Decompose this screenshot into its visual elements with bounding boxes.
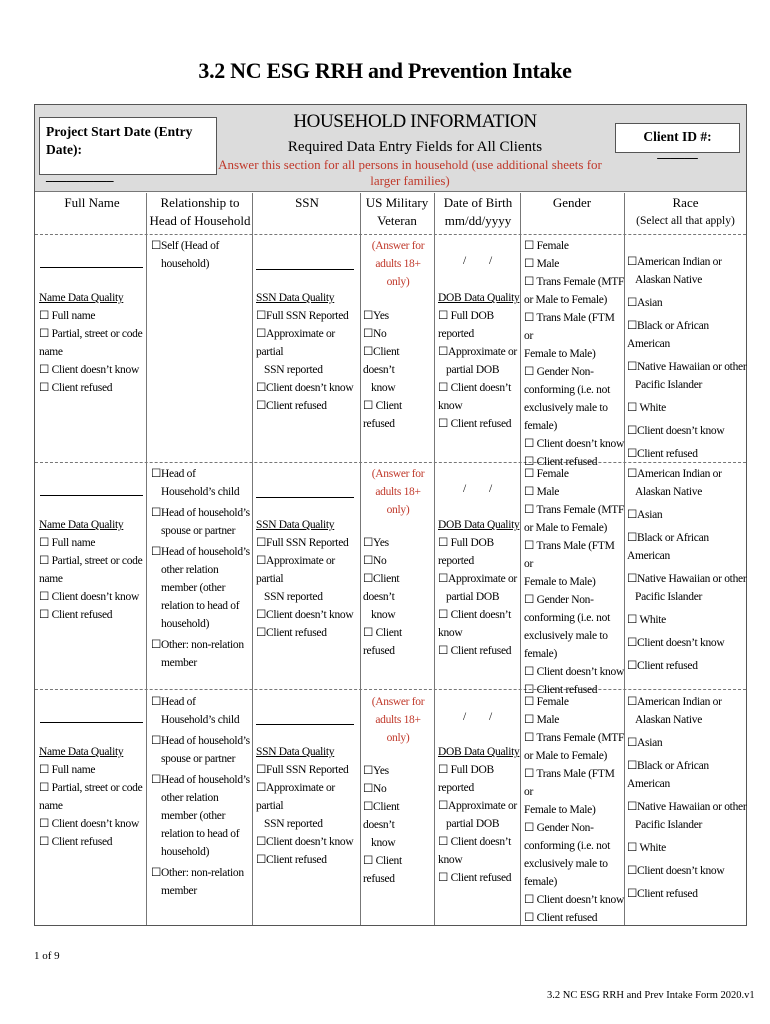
col-full-name: Full Name bbox=[64, 195, 120, 210]
gender-dont-know[interactable]: ☐ Client doesn’t know bbox=[524, 438, 624, 450]
vet-note-2: adults 18+ only) bbox=[375, 486, 421, 516]
name-dq-partial[interactable]: ☐ Partial, street or code bbox=[39, 328, 143, 340]
name-dq-full[interactable]: ☐ Full name bbox=[39, 764, 96, 776]
col-gender: Gender bbox=[552, 195, 592, 210]
household-instructions: Answer this section for all persons in household (use additional sheets for larger families) bbox=[218, 157, 602, 188]
name-dq-label: Name Data Quality bbox=[39, 292, 124, 304]
ssn-dq-approx-cont: SSN reported bbox=[264, 591, 323, 603]
vet-refused[interactable]: ☐ Client bbox=[363, 855, 402, 867]
full-name-field[interactable] bbox=[40, 267, 143, 268]
gender-trans-female-cont: or Male to Female) bbox=[524, 750, 608, 762]
required-fields-subtitle: Required Data Entry Fields for All Clients bbox=[287, 139, 543, 155]
race-options bbox=[627, 465, 747, 675]
name-dq-partial[interactable]: ☐ Partial, street or code bbox=[39, 782, 143, 794]
rel-spouse-cont: spouse or partner bbox=[161, 753, 236, 765]
race-black[interactable]: ☐Black or African American bbox=[627, 320, 709, 350]
gender-trans-female[interactable]: ☐ Trans Female (MTF bbox=[524, 276, 625, 288]
full-name-field[interactable] bbox=[40, 495, 143, 496]
household-information-table bbox=[34, 104, 747, 926]
rel-other-relation-cont: relation to head of bbox=[161, 828, 240, 840]
name-data-quality bbox=[39, 516, 145, 624]
name-dq-dont-know[interactable]: ☐ Client doesn’t know bbox=[39, 591, 139, 603]
vet-no[interactable]: ☐No bbox=[363, 328, 387, 340]
col-veteran-line2: Veteran bbox=[377, 213, 417, 228]
dob-slash: / bbox=[489, 711, 493, 723]
gender-non-conforming[interactable]: ☐ Gender Non- bbox=[524, 822, 594, 834]
vet-dont-know[interactable]: ☐Client doesn’t bbox=[363, 801, 400, 831]
vet-dont-know[interactable]: ☐Client doesn’t bbox=[363, 573, 400, 603]
race-options bbox=[627, 693, 747, 903]
col-race-label: Race bbox=[672, 195, 699, 210]
project-start-label: Project Start Date (Entry Date): bbox=[46, 124, 193, 157]
ssn-dq-full[interactable]: ☐Full SSN Reported bbox=[256, 537, 349, 549]
ssn-data-quality bbox=[256, 516, 360, 642]
gender-non-conforming-cont: conforming (i.e. not bbox=[524, 840, 610, 852]
vet-dont-know[interactable]: ☐Client doesn’t bbox=[363, 346, 400, 376]
ssn-dq-approx[interactable]: ☐Approximate or partial bbox=[256, 555, 335, 585]
rel-self-cont: household) bbox=[161, 258, 210, 270]
ssn-dq-dont-know[interactable]: ☐Client doesn’t know bbox=[256, 382, 354, 394]
ssn-dq-approx-cont: SSN reported bbox=[264, 818, 323, 830]
rel-non-relation[interactable]: ☐Other: non-relation bbox=[151, 639, 244, 651]
ssn-data-quality bbox=[256, 289, 360, 415]
gender-female[interactable]: ☐ Female bbox=[524, 696, 569, 708]
dob-data-quality bbox=[438, 516, 522, 660]
gender-non-conforming-cont: exclusively male to bbox=[524, 402, 608, 414]
name-dq-partial-cont: name bbox=[39, 573, 63, 585]
vet-dont-know-cont: know bbox=[371, 837, 396, 849]
rel-child-cont: Household’s child bbox=[161, 714, 240, 726]
col-relationship-line2: Head of Household bbox=[149, 213, 251, 228]
name-dq-label: Name Data Quality bbox=[39, 519, 124, 531]
dob-dq-approx-cont: partial DOB bbox=[446, 818, 500, 830]
rel-spouse-cont: spouse or partner bbox=[161, 525, 236, 537]
gender-options bbox=[524, 237, 626, 471]
dob-dq-approx[interactable]: ☐Approximate or bbox=[438, 800, 517, 812]
dob-slash: / bbox=[489, 255, 493, 267]
race-white[interactable]: ☐ White bbox=[627, 402, 666, 414]
relationship-options bbox=[151, 237, 251, 273]
rel-non-relation-cont: member bbox=[161, 885, 197, 897]
form-name-footer: 3.2 NC ESG RRH and Prev Intake Form 2020.v1 bbox=[547, 990, 755, 1001]
veteran-options bbox=[363, 693, 433, 888]
vet-refused[interactable]: ☐ Client bbox=[363, 400, 402, 412]
rel-other-relation-cont: other relation bbox=[161, 792, 219, 804]
ssn-dq-full[interactable]: ☐Full SSN Reported bbox=[256, 310, 349, 322]
rel-other-relation-cont: member (other bbox=[161, 810, 226, 822]
name-dq-full[interactable]: ☐ Full name bbox=[39, 310, 96, 322]
gender-non-conforming-cont: exclusively male to bbox=[524, 858, 608, 870]
gender-female[interactable]: ☐ Female bbox=[524, 468, 569, 480]
vet-no[interactable]: ☐No bbox=[363, 555, 387, 567]
gender-non-conforming[interactable]: ☐ Gender Non- bbox=[524, 594, 594, 606]
gender-refused[interactable]: ☐ Client refused bbox=[524, 912, 598, 924]
rel-self-checkbox[interactable]: ☐Self (Head of bbox=[151, 240, 220, 252]
rel-other-relation[interactable]: ☐Head of household’s bbox=[151, 774, 250, 786]
vet-refused[interactable]: ☐ Client bbox=[363, 627, 402, 639]
rel-other-relation-cont: member (other bbox=[161, 582, 226, 594]
gender-non-conforming-cont: female) bbox=[524, 876, 558, 888]
vet-yes[interactable]: ☐Yes bbox=[363, 537, 389, 549]
race-native-hawaiian[interactable]: ☐Native Hawaiian or other bbox=[627, 361, 747, 373]
rel-other-relation-cont: relation to head of bbox=[161, 600, 240, 612]
race-native-hawaiian-cont: Pacific Islander bbox=[635, 379, 703, 391]
race-refused[interactable]: ☐Client refused bbox=[627, 660, 698, 672]
vet-note-2: adults 18+ only) bbox=[375, 258, 421, 288]
dob-dq-refused[interactable]: ☐ Client refused bbox=[438, 645, 512, 657]
gender-trans-male-cont: Female to Male) bbox=[524, 348, 596, 360]
col-relationship-line1: Relationship to bbox=[160, 195, 240, 210]
rel-child-cont: Household’s child bbox=[161, 486, 240, 498]
ssn-dq-refused[interactable]: ☐Client refused bbox=[256, 627, 327, 639]
dob-dq-full[interactable]: ☐ Full DOB bbox=[438, 537, 494, 549]
dob-dq-refused[interactable]: ☐ Client refused bbox=[438, 872, 512, 884]
gender-trans-male[interactable]: ☐ Trans Male (FTM or bbox=[524, 768, 615, 798]
col-relationship bbox=[149, 194, 251, 230]
race-asian[interactable]: ☐Asian bbox=[627, 297, 663, 309]
gender-trans-female-cont: or Male to Female) bbox=[524, 522, 608, 534]
race-options bbox=[627, 253, 747, 463]
race-dont-know[interactable]: ☐Client doesn’t know bbox=[627, 865, 725, 877]
col-dob-line2: mm/dd/yyyy bbox=[444, 213, 512, 228]
name-dq-dont-know[interactable]: ☐ Client doesn’t know bbox=[39, 364, 139, 376]
dob-slash: / bbox=[463, 255, 467, 267]
rel-other-relation[interactable]: ☐Head of household’s bbox=[151, 546, 250, 558]
race-black[interactable]: ☐Black or African American bbox=[627, 532, 709, 562]
dob-dq-refused[interactable]: ☐ Client refused bbox=[438, 418, 512, 430]
vet-dont-know-cont: know bbox=[371, 609, 396, 621]
name-dq-partial-cont: name bbox=[39, 800, 63, 812]
race-refused[interactable]: ☐Client refused bbox=[627, 888, 698, 900]
gender-non-conforming[interactable]: ☐ Gender Non- bbox=[524, 366, 594, 378]
name-dq-label: Name Data Quality bbox=[39, 746, 124, 758]
dob-dq-label: DOB Data Quality bbox=[438, 292, 520, 304]
column-divider bbox=[434, 193, 435, 925]
rel-other-relation-cont: other relation bbox=[161, 564, 219, 576]
full-name-field[interactable] bbox=[40, 722, 143, 723]
rel-other-relation-cont: household) bbox=[161, 846, 210, 858]
ssn-dq-approx[interactable]: ☐Approximate or partial bbox=[256, 328, 335, 358]
col-veteran bbox=[361, 194, 433, 230]
header-divider bbox=[35, 191, 746, 192]
vet-no[interactable]: ☐No bbox=[363, 783, 387, 795]
gender-trans-female[interactable]: ☐ Trans Female (MTF bbox=[524, 504, 625, 516]
gender-non-conforming-cont: female) bbox=[524, 648, 558, 660]
vet-yes[interactable]: ☐Yes bbox=[363, 310, 389, 322]
dob-dq-dont-know-cont: know bbox=[438, 627, 463, 639]
column-divider bbox=[146, 193, 147, 925]
gender-trans-female[interactable]: ☐ Trans Female (MTF bbox=[524, 732, 625, 744]
dob-dq-dont-know[interactable]: ☐ Client doesn’t bbox=[438, 382, 512, 394]
ssn-dq-refused[interactable]: ☐Client refused bbox=[256, 854, 327, 866]
col-dob bbox=[435, 194, 521, 230]
race-dont-know[interactable]: ☐Client doesn’t know bbox=[627, 425, 725, 437]
ssn-dq-refused[interactable]: ☐Client refused bbox=[256, 400, 327, 412]
household-header-band bbox=[35, 105, 746, 191]
rel-other-relation-cont: household) bbox=[161, 618, 210, 630]
dob-dq-approx-cont: partial DOB bbox=[446, 591, 500, 603]
dob-dq-label: DOB Data Quality bbox=[438, 746, 520, 758]
ssn-dq-label: SSN Data Quality bbox=[256, 292, 335, 304]
ssn-dq-full[interactable]: ☐Full SSN Reported bbox=[256, 764, 349, 776]
race-white[interactable]: ☐ White bbox=[627, 842, 666, 854]
name-dq-partial[interactable]: ☐ Partial, street or code bbox=[39, 555, 143, 567]
race-american-indian[interactable]: ☐American Indian or bbox=[627, 468, 722, 480]
dob-dq-full-cont: reported bbox=[438, 782, 474, 794]
race-asian[interactable]: ☐Asian bbox=[627, 737, 663, 749]
vet-refused-cont: refused bbox=[363, 873, 395, 885]
gender-options bbox=[524, 693, 626, 927]
ssn-dq-dont-know[interactable]: ☐Client doesn’t know bbox=[256, 836, 354, 848]
race-american-indian-cont: Alaskan Native bbox=[635, 486, 703, 498]
relationship-options bbox=[151, 465, 251, 672]
race-native-hawaiian-cont: Pacific Islander bbox=[635, 591, 703, 603]
ssn-field[interactable] bbox=[256, 269, 354, 270]
race-black[interactable]: ☐Black or African American bbox=[627, 760, 709, 790]
dob-dq-dont-know[interactable]: ☐ Client doesn’t bbox=[438, 609, 512, 621]
gender-trans-female-cont: or Male to Female) bbox=[524, 294, 608, 306]
gender-non-conforming-cont: conforming (i.e. not bbox=[524, 612, 610, 624]
name-dq-full[interactable]: ☐ Full name bbox=[39, 537, 96, 549]
gender-refused[interactable]: ☐ Client refused bbox=[524, 684, 598, 696]
dob-dq-full[interactable]: ☐ Full DOB bbox=[438, 310, 494, 322]
rel-child[interactable]: ☐Head of bbox=[151, 696, 196, 708]
rel-non-relation-cont: member bbox=[161, 657, 197, 669]
name-dq-refused[interactable]: ☐ Client refused bbox=[39, 382, 113, 394]
gender-male[interactable]: ☐ Male bbox=[524, 258, 560, 270]
project-start-date-box[interactable] bbox=[39, 117, 217, 183]
dob-dq-dont-know-cont: know bbox=[438, 400, 463, 412]
gender-non-conforming-cont: female) bbox=[524, 420, 558, 432]
name-data-quality bbox=[39, 289, 145, 397]
dob-dq-label: DOB Data Quality bbox=[438, 519, 520, 531]
rel-spouse[interactable]: ☐Head of household’s bbox=[151, 735, 250, 747]
gender-refused[interactable]: ☐ Client refused bbox=[524, 456, 598, 468]
race-native-hawaiian[interactable]: ☐Native Hawaiian or other bbox=[627, 573, 747, 585]
row-divider bbox=[35, 234, 746, 235]
vet-note-1: (Answer for bbox=[371, 468, 425, 480]
client-id-field[interactable]: Client ID #: ______ bbox=[615, 123, 740, 153]
gender-options bbox=[524, 465, 626, 699]
col-race-note: (Select all that apply) bbox=[636, 215, 735, 227]
race-american-indian[interactable]: ☐American Indian or bbox=[627, 696, 722, 708]
veteran-options bbox=[363, 237, 433, 433]
dob-data-quality bbox=[438, 289, 522, 433]
race-native-hawaiian-cont: Pacific Islander bbox=[635, 819, 703, 831]
race-native-hawaiian[interactable]: ☐Native Hawaiian or other bbox=[627, 801, 747, 813]
race-american-indian-cont: Alaskan Native bbox=[635, 274, 703, 286]
vet-note-1: (Answer for bbox=[371, 696, 425, 708]
col-race bbox=[625, 194, 746, 230]
name-dq-partial-cont: name bbox=[39, 346, 63, 358]
dob-dq-dont-know-cont: know bbox=[438, 854, 463, 866]
gender-trans-male-cont: Female to Male) bbox=[524, 576, 596, 588]
ssn-dq-dont-know[interactable]: ☐Client doesn’t know bbox=[256, 609, 354, 621]
ssn-dq-approx[interactable]: ☐Approximate or partial bbox=[256, 782, 335, 812]
vet-dont-know-cont: know bbox=[371, 382, 396, 394]
vet-note-2: adults 18+ only) bbox=[375, 714, 421, 744]
vet-refused-cont: refused bbox=[363, 645, 395, 657]
race-dont-know[interactable]: ☐Client doesn’t know bbox=[627, 637, 725, 649]
column-divider bbox=[252, 193, 253, 925]
name-dq-dont-know[interactable]: ☐ Client doesn’t know bbox=[39, 818, 139, 830]
gender-trans-male[interactable]: ☐ Trans Male (FTM or bbox=[524, 312, 615, 342]
dob-dq-dont-know[interactable]: ☐ Client doesn’t bbox=[438, 836, 512, 848]
row-divider bbox=[35, 689, 746, 690]
name-dq-refused[interactable]: ☐ Client refused bbox=[39, 609, 113, 621]
race-white[interactable]: ☐ White bbox=[627, 614, 666, 626]
dob-dq-full-cont: reported bbox=[438, 555, 474, 567]
ssn-data-quality bbox=[256, 743, 360, 869]
gender-non-conforming-cont: exclusively male to bbox=[524, 630, 608, 642]
ssn-dq-label: SSN Data Quality bbox=[256, 519, 335, 531]
rel-spouse[interactable]: ☐Head of household’s bbox=[151, 507, 250, 519]
column-divider bbox=[360, 193, 361, 925]
vet-refused-cont: refused bbox=[363, 418, 395, 430]
relationship-options bbox=[151, 693, 251, 900]
ssn-dq-approx-cont: SSN reported bbox=[264, 364, 323, 376]
race-refused[interactable]: ☐Client refused bbox=[627, 448, 698, 460]
page-number: 1 of 9 bbox=[34, 950, 60, 962]
name-data-quality bbox=[39, 743, 145, 851]
dob-data-quality bbox=[438, 743, 522, 887]
race-american-indian[interactable]: ☐American Indian or bbox=[627, 256, 722, 268]
ssn-dq-label: SSN Data Quality bbox=[256, 746, 335, 758]
col-veteran-line1: US Military bbox=[365, 195, 429, 210]
rel-non-relation[interactable]: ☐Other: non-relation bbox=[151, 867, 244, 879]
ssn-field[interactable] bbox=[256, 497, 354, 498]
gender-female[interactable]: ☐ Female bbox=[524, 240, 569, 252]
dob-slash: / bbox=[463, 483, 467, 495]
dob-slash: / bbox=[489, 483, 493, 495]
project-start-date-field[interactable]: __________ bbox=[46, 168, 114, 183]
gender-dont-know[interactable]: ☐ Client doesn’t know bbox=[524, 894, 624, 906]
page-title: 3.2 NC ESG RRH and Prevention Intake bbox=[198, 58, 572, 83]
household-information-heading: HOUSEHOLD INFORMATION bbox=[293, 111, 537, 132]
col-dob-line1: Date of Birth bbox=[443, 195, 513, 210]
dob-dq-approx[interactable]: ☐Approximate or bbox=[438, 573, 517, 585]
dob-dq-full-cont: reported bbox=[438, 328, 474, 340]
race-american-indian-cont: Alaskan Native bbox=[635, 714, 703, 726]
dob-dq-approx[interactable]: ☐Approximate or bbox=[438, 346, 517, 358]
rel-child[interactable]: ☐Head of bbox=[151, 468, 196, 480]
vet-note-1: (Answer for bbox=[371, 240, 425, 252]
race-asian[interactable]: ☐Asian bbox=[627, 509, 663, 521]
dob-dq-full[interactable]: ☐ Full DOB bbox=[438, 764, 494, 776]
gender-trans-male[interactable]: ☐ Trans Male (FTM or bbox=[524, 540, 615, 570]
col-ssn: SSN bbox=[295, 195, 319, 210]
name-dq-refused[interactable]: ☐ Client refused bbox=[39, 836, 113, 848]
veteran-options bbox=[363, 465, 433, 660]
gender-trans-male-cont: Female to Male) bbox=[524, 804, 596, 816]
gender-dont-know[interactable]: ☐ Client doesn’t know bbox=[524, 666, 624, 678]
dob-dq-approx-cont: partial DOB bbox=[446, 364, 500, 376]
ssn-field[interactable] bbox=[256, 724, 354, 725]
gender-male[interactable]: ☐ Male bbox=[524, 714, 560, 726]
gender-male[interactable]: ☐ Male bbox=[524, 486, 560, 498]
dob-slash: / bbox=[463, 711, 467, 723]
gender-non-conforming-cont: conforming (i.e. not bbox=[524, 384, 610, 396]
vet-yes[interactable]: ☐Yes bbox=[363, 765, 389, 777]
